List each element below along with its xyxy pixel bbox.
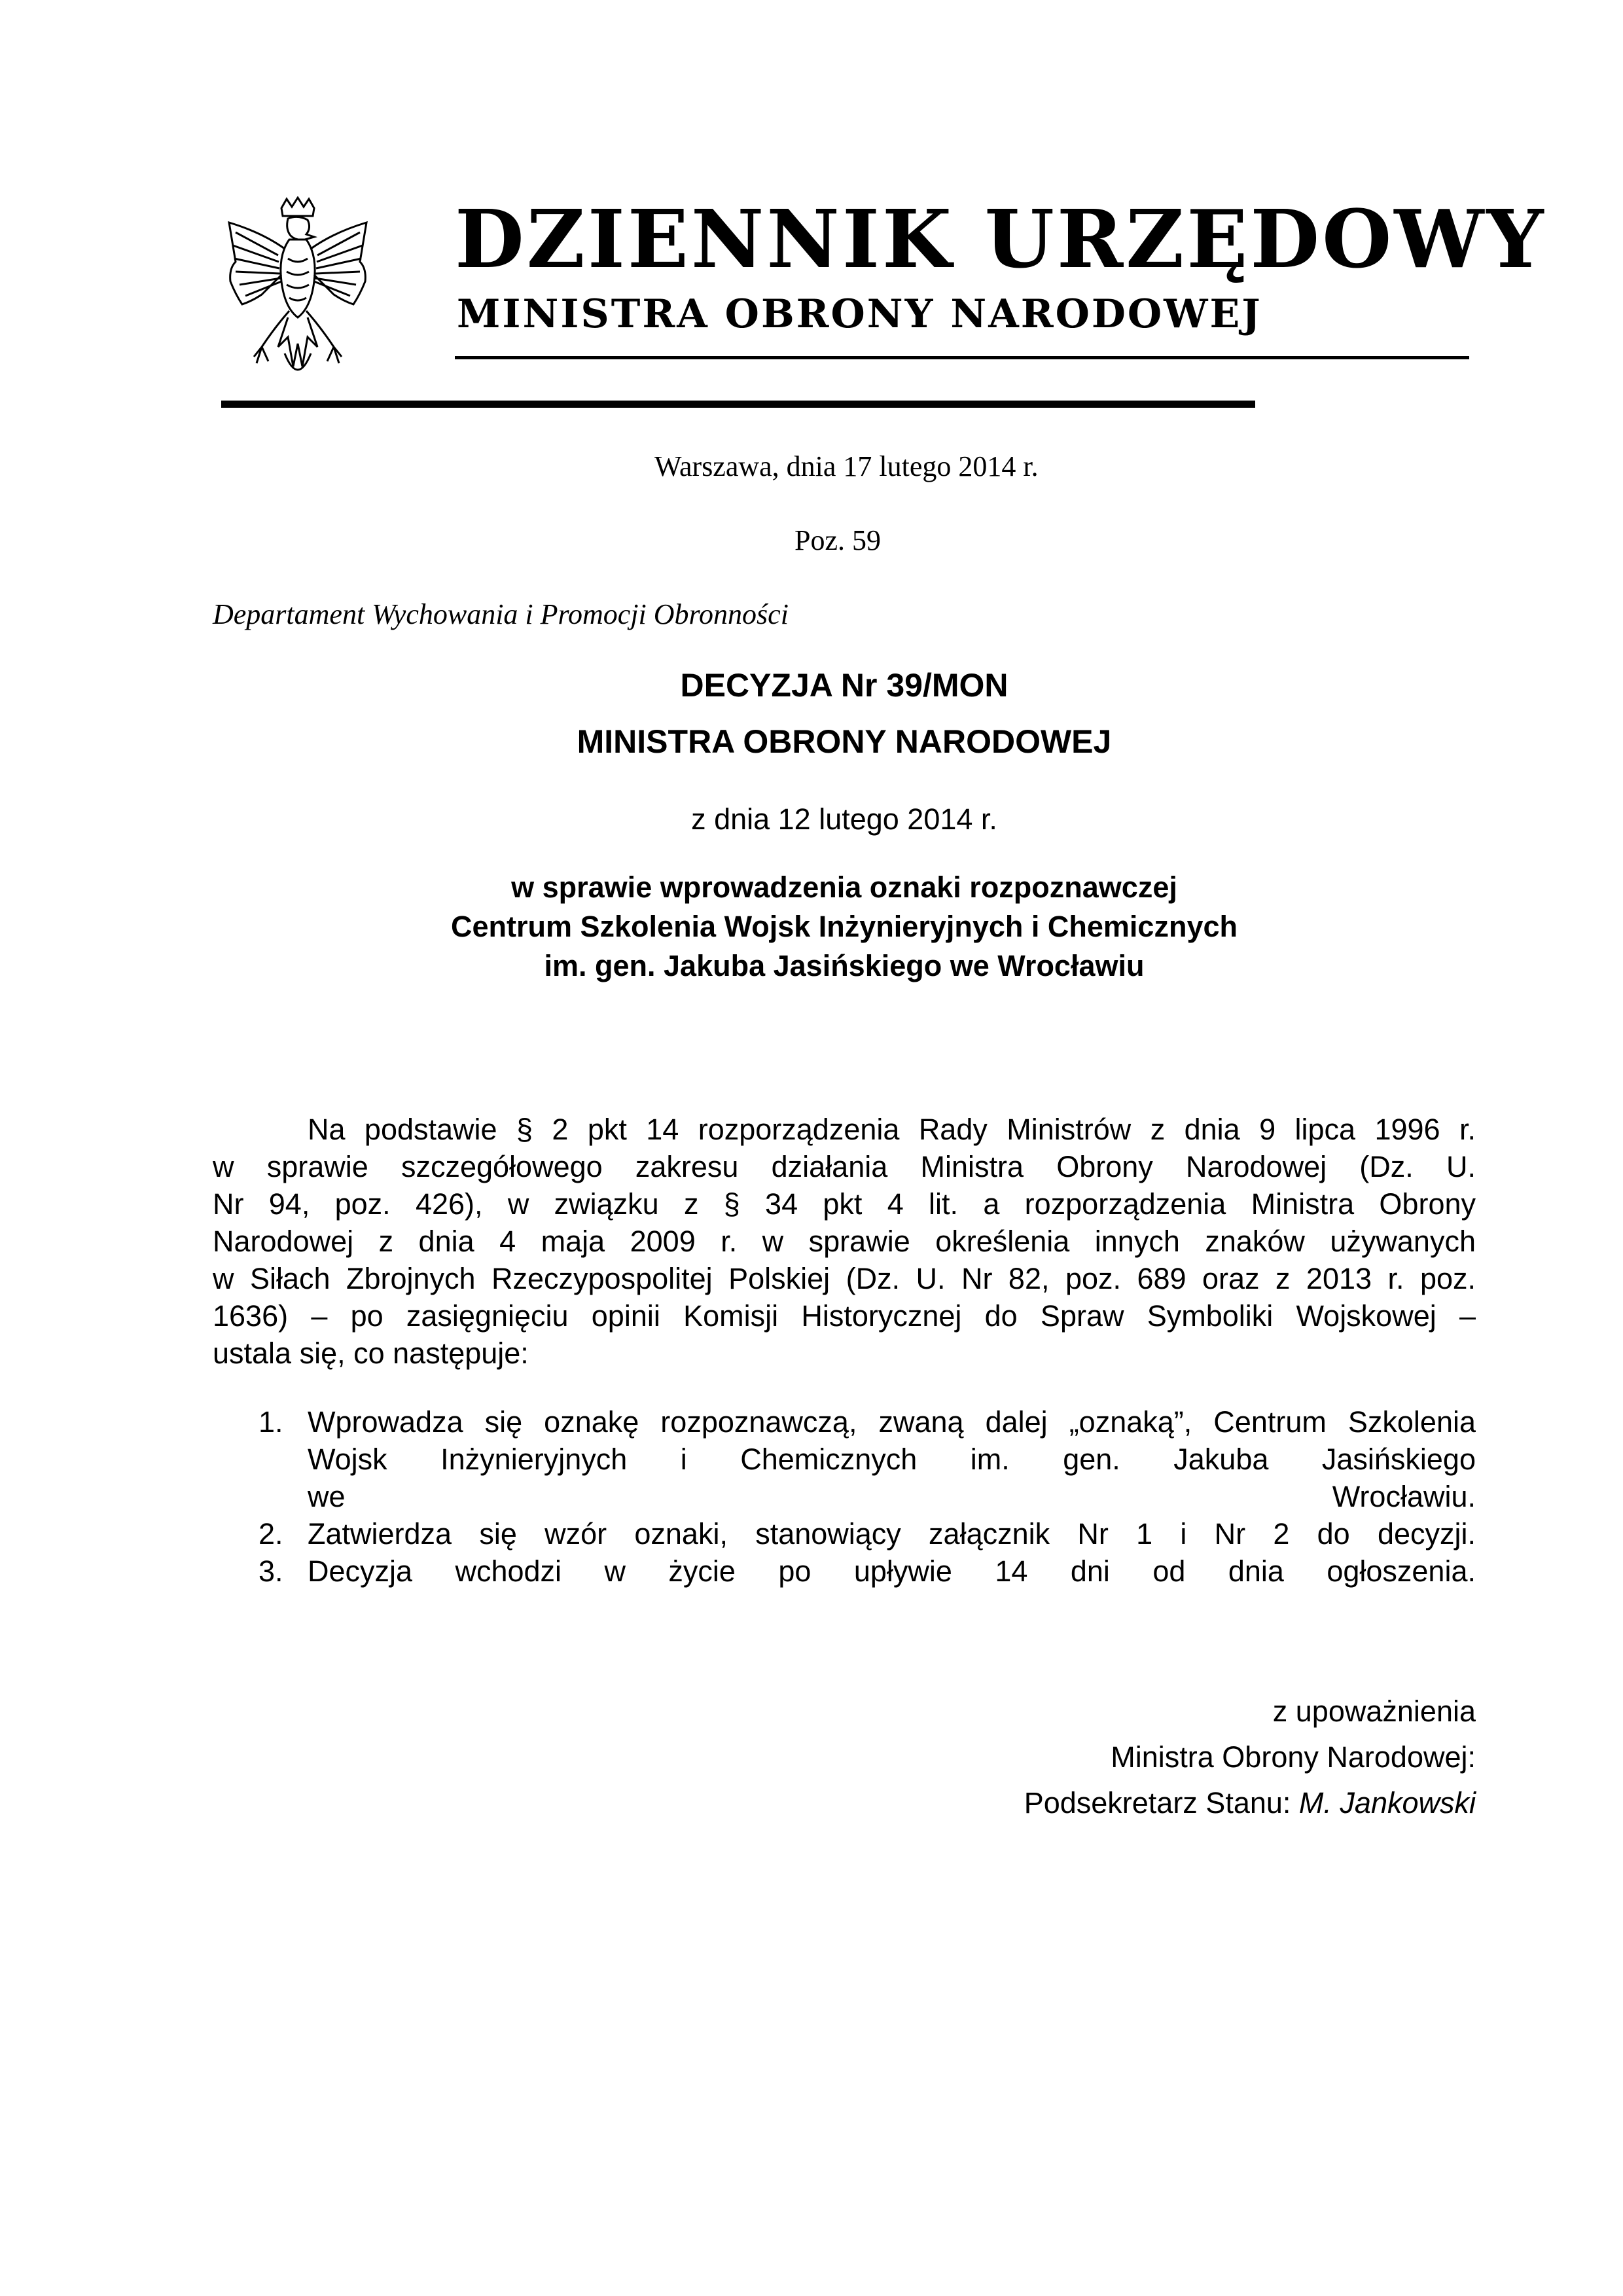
list-item-number: 2. [259, 1517, 283, 1551]
signature-minister: Ministra Obrony Narodowej: [1111, 1740, 1476, 1774]
journal-title: DZIENNIK URZĘDOWY [455, 192, 1546, 286]
list-item-line: Wprowadza się oznakę rozpoznawczą, zwaną dalej „oznaką”, Centrum Szkolenia [308, 1405, 1476, 1439]
header-divider-thick [221, 401, 1255, 408]
position-number: Poz. 59 [794, 524, 881, 556]
header-divider-thin [455, 356, 1469, 359]
preamble-line: Na podstawie § 2 pkt 14 rozporządzenia Rady Ministrów z dnia 9 lipca 1996 r. [308, 1113, 1476, 1146]
signature-authorization: z upoważnienia [1272, 1695, 1476, 1728]
preamble-line: ustala się, co następuje: [213, 1336, 529, 1370]
decision-subject-line: Centrum Szkolenia Wojsk Inżynieryjnych i Chemicznych [451, 910, 1238, 943]
department-name: Departament Wychowania i Promocji Obronności [213, 598, 789, 630]
preamble-line: 1636) – po zasięgnięciu opinii Komisji Historycznej do Spraw Symboliki Wojskowej – [213, 1299, 1476, 1333]
decision-subject-line: w sprawie wprowadzenia oznaki rozpoznawczej [511, 870, 1177, 904]
eagle-icon [216, 196, 380, 393]
list-item-line: Decyzja wchodzi w życie po upływie 14 dni od dnia ogłoszenia. [308, 1554, 1476, 1588]
signature-role: Podsekretarz Stanu: [1024, 1786, 1299, 1820]
decision-number: DECYZJA Nr 39/MON [680, 667, 1008, 704]
decision-subject-line: im. gen. Jakuba Jasińskiego we Wrocławiu [544, 949, 1145, 982]
place-date: Warszawa, dnia 17 lutego 2014 r. [654, 450, 1039, 482]
preamble-line: Nr 94, poz. 426), w związku z § 34 pkt 4 lit. a rozporządzenia Ministra Obrony [213, 1187, 1476, 1221]
list-item-line: Wojsk Inżynieryjnych i Chemicznych im. gen. Jakuba Jasińskiego [308, 1443, 1476, 1476]
preamble-line: Narodowej z dnia 4 maja 2009 r. w sprawie określenia innych znaków używanych [213, 1225, 1476, 1258]
list-item-number: 1. [259, 1405, 283, 1439]
signature-name: M. Jankowski [1298, 1786, 1476, 1820]
signature-undersecretary [1024, 1784, 1476, 1821]
preamble-line: w Siłach Zbrojnych Rzeczypospolitej Polskiej (Dz. U. Nr 82, poz. 689 oraz z 2013 r. poz. [213, 1262, 1476, 1295]
journal-subtitle: MINISTRA OBRONY NARODOWEJ [457, 291, 1262, 337]
list-item-number: 3. [259, 1554, 283, 1588]
preamble-line: w sprawie szczegółowego zakresu działania Ministra Obrony Narodowej (Dz. U. [213, 1150, 1476, 1183]
list-item-line: we Wrocławiu. [308, 1480, 1476, 1513]
polish-eagle-emblem [216, 196, 380, 393]
decision-issuer: MINISTRA OBRONY NARODOWEJ [577, 723, 1112, 760]
decision-date: z dnia 12 lutego 2014 r. [691, 802, 997, 836]
list-item-line: Zatwierdza się wzór oznaki, stanowiący załącznik Nr 1 i Nr 2 do decyzji. [308, 1517, 1476, 1551]
